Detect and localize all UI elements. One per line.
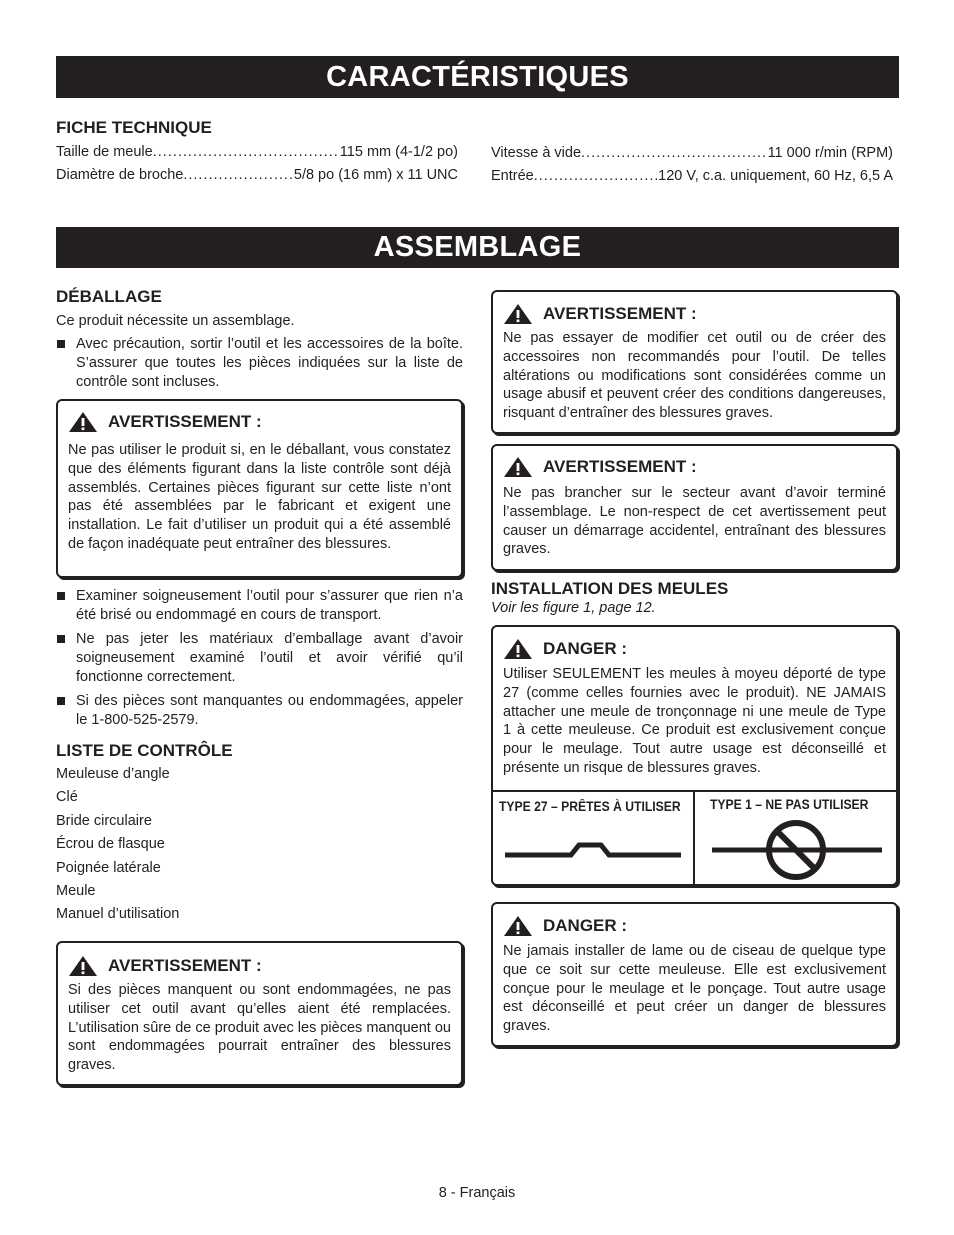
danger-header: [503, 915, 886, 937]
danger-box-blades: [491, 902, 898, 1047]
warning-triangle-icon: [503, 638, 533, 660]
spec-label: Taille de meule: [56, 144, 153, 160]
warning-header: [503, 303, 886, 325]
warning-header: [68, 411, 451, 433]
checklist-item: Poignée latérale: [56, 859, 161, 876]
install-figure-ref: Voir les figure 1, page 12.: [491, 600, 656, 616]
install-heading: INSTALLATION DES MEULES: [491, 579, 729, 598]
warning-text: Ne pas essayer de modifier cet outil ou de créer des accessoires non recommandés pour l’outil. De telles altérations ou modifications sont considérées comme un usage abusif et peuvent créer des conditions dangereuses, risquant d’entraîner des blessures graves.: [503, 330, 886, 422]
spec-row: [491, 168, 893, 191]
warning-triangle-icon: [503, 915, 533, 937]
spec-row: [491, 145, 893, 168]
spec-value: 120 V, c.a. uniquement, 60 Hz, 6,5 A: [658, 168, 893, 184]
danger-title: DANGER :: [543, 639, 628, 658]
danger-box-wheel-type: [491, 625, 898, 886]
checklist-item: Bride circulaire: [56, 812, 152, 829]
spec-value: 5/8 po (16 mm) x 11 UNC: [293, 167, 458, 183]
type1-cell: [695, 792, 896, 884]
danger-text: Ne jamais installer de lame ou de ciseau de quelque type que ce soit sur cette meuleuse. Elle est exclusivement conçue pour le meulage et le ponçage. Tout autre usage est déconseillé et peut créer un danger de blessures graves.: [503, 943, 886, 1035]
unpacking-bullets-1: [56, 335, 463, 392]
specs-right-column: [491, 145, 893, 191]
checklist-item: Écrou de flasque: [56, 836, 165, 853]
unpacking-intro: Ce produit nécessite un assemblage.: [56, 313, 295, 329]
type27-label: TYPE 27 – PRÊTES À UTILISER: [499, 799, 681, 814]
spec-label: Vitesse à vide: [491, 145, 582, 161]
bullet-square-icon: [57, 635, 65, 643]
warning-box-modifications: [491, 290, 898, 434]
danger-header: [503, 638, 886, 660]
danger-text: Utiliser SEULEMENT les meules à moyeu déporté de type 27 (comme celles fournies avec le produit). NE JAMAIS attacher une meule de tronçonnage ni une meule de Type 1 à cette meuleuse. Ce produit est exclusivement conçue pour le meulage. Tout autre usage est déconseillé et présente un risque de blessures graves.: [503, 666, 886, 776]
type1-label: TYPE 1 – NE PAS UTILISER: [710, 797, 869, 812]
spec-leader: [534, 168, 658, 184]
warning-text: Ne pas utiliser le produit si, en le déballant, vous constatez que des éléments figurant dans la liste contrôle sont déjà assemblés. Certaines pièces figurant sur cette liste n’ont pas été assemblées par le fabricant et exigent une installation. Le fait d’utiliser un produit qui a été assemblé de façon inadéquate peut entraîner des blessures.: [68, 442, 451, 552]
section-banner-specs: CARACTÉRISTIQUES: [56, 56, 899, 98]
danger-content: [493, 627, 896, 777]
warning-text: Ne pas brancher sur le secteur avant d’avoir terminé l’assemblage. Le non-respect de cet avertissement peut causer un démarrage accidentel, entraînant des blessures graves.: [503, 485, 886, 558]
checklist: [56, 763, 179, 927]
spec-leader: [581, 145, 768, 161]
warning-box-power: [491, 444, 898, 571]
warning-triangle-icon: [68, 955, 98, 977]
list-item: Avec précaution, sortir l’outil et les accessoires de la boîte. S’assurer que toutes les pièces indiquées sur la liste de contrôle sont incluses.: [56, 335, 463, 392]
warning-triangle-icon: [503, 303, 533, 325]
bullet-square-icon: [57, 697, 65, 705]
warning-triangle-icon: [68, 411, 98, 433]
specs-heading: FICHE TECHNIQUE: [56, 118, 212, 137]
spec-leader: [183, 167, 294, 183]
checklist-item: Manuel d’utilisation: [56, 906, 180, 923]
warning-title: AVERTISSEMENT :: [543, 304, 697, 323]
list-item: Ne pas jeter les matériaux d’emballage avant d’avoir soigneusement examiné l’outil et avoir vérifié qu’il fonctionne correctement.: [56, 630, 463, 687]
checklist-heading: LISTE DE CONTRÔLE: [56, 741, 233, 760]
warning-title: AVERTISSEMENT :: [543, 457, 697, 476]
warning-text: Si des pièces manquent ou sont endommagées, ne pas utiliser cet outil avant qu’elles aient été remplacées. L’utilisation sûre de ce produit avec les pièces manquent ou sont endommagées pourrait entraîner des blessures graves.: [68, 982, 451, 1074]
checklist-item: Meuleuse d’angle: [56, 766, 170, 782]
specs-left-column: [56, 144, 458, 190]
section-banner-assembly: ASSEMBLAGE: [56, 227, 899, 268]
checklist-item: Meule: [56, 883, 96, 900]
warning-header: [503, 456, 886, 478]
list-item: Examiner soigneusement l’outil pour s’assurer que rien n’a été brisé ou endommagé en cours de transport.: [56, 587, 463, 625]
warning-triangle-icon: [503, 456, 533, 478]
page-footer: 8 - Français: [438, 1185, 516, 1201]
bullet-square-icon: [57, 592, 65, 600]
spec-label: Entrée: [491, 168, 534, 184]
danger-title: DANGER :: [543, 916, 628, 935]
type27-cell: [493, 792, 695, 884]
prohibited-icon: [710, 820, 886, 884]
spec-row: [56, 144, 458, 167]
unpacking-bullets-2: [56, 587, 463, 730]
type27-wheel-profile-icon: [505, 840, 685, 860]
checklist-item: Clé: [56, 789, 78, 806]
warning-box-missing-parts: [56, 941, 463, 1086]
warning-title: AVERTISSEMENT :: [108, 956, 262, 975]
unpacking-heading: DÉBALLAGE: [56, 287, 162, 306]
warning-box-assembled-parts: [56, 399, 463, 578]
spec-leader: [153, 144, 340, 160]
bullet-square-icon: [57, 340, 65, 348]
warning-title: AVERTISSEMENT :: [108, 412, 262, 431]
spec-label: Diamètre de broche: [56, 167, 184, 183]
wheel-type-figure: [493, 790, 896, 884]
warning-header: [68, 955, 451, 977]
spec-row: [56, 167, 458, 190]
spec-value: 11 000 r/min (RPM): [767, 145, 893, 161]
spec-value: 115 mm (4-1/2 po): [339, 144, 458, 160]
list-item: Si des pièces sont manquantes ou endommagées, appeler le 1-800-525-2579.: [56, 692, 463, 730]
